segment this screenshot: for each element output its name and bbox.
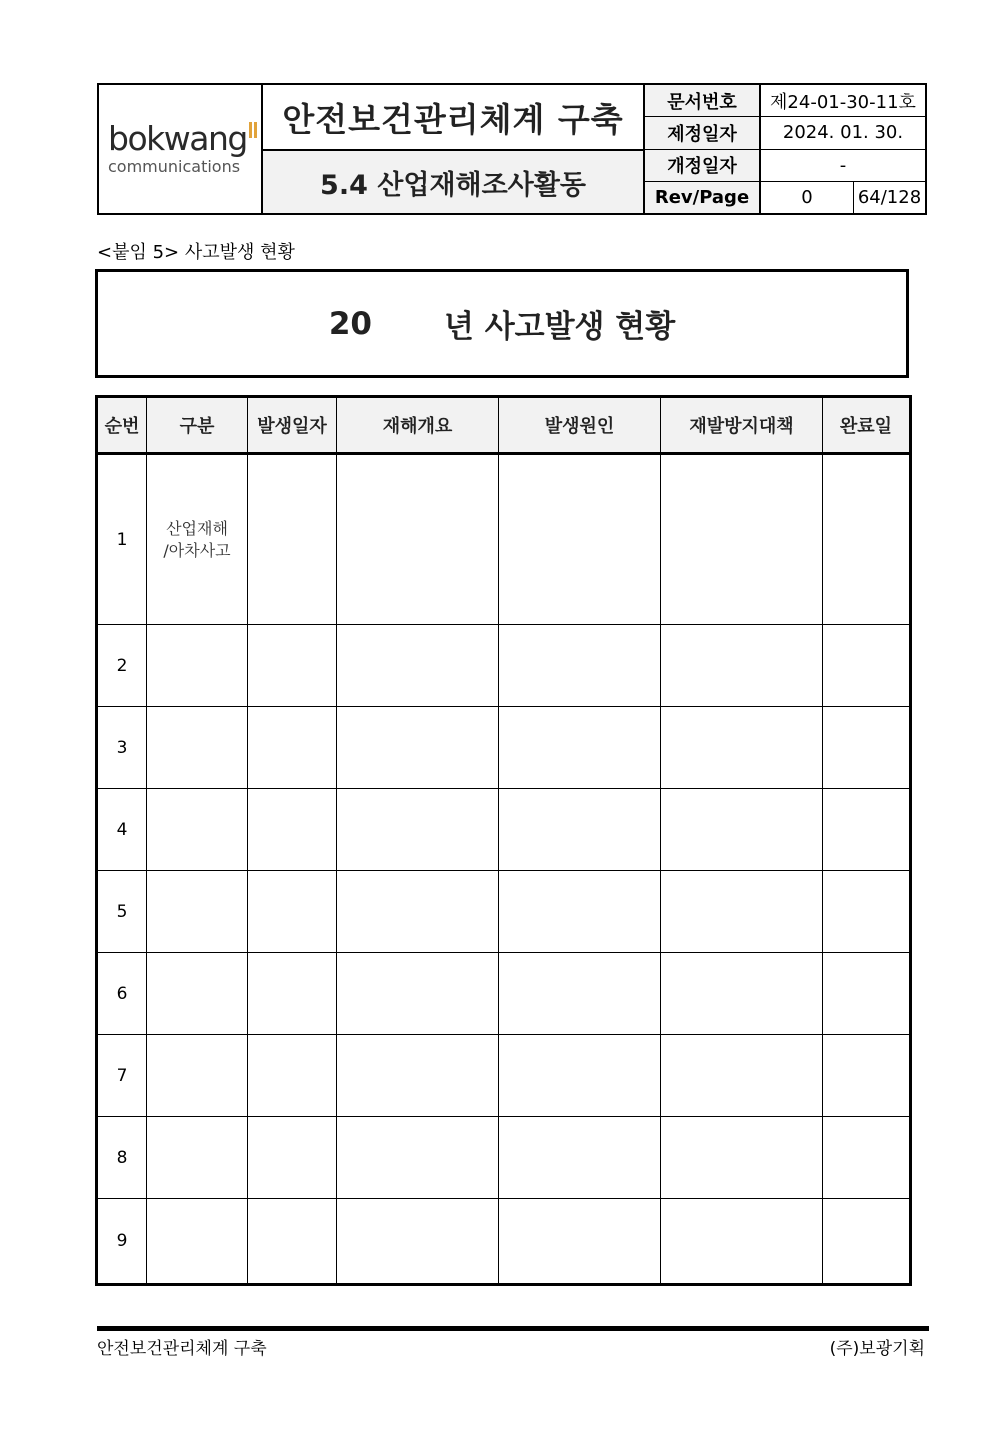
cell-prevention[interactable] — [661, 953, 823, 1035]
row-category[interactable] — [147, 1199, 248, 1285]
footer-left: 안전보건관리체계 구축 — [97, 1339, 267, 1359]
cell-cause[interactable] — [499, 454, 661, 625]
row-number: 3 — [97, 707, 147, 789]
cell-completed[interactable] — [823, 953, 911, 1035]
logo-brand: bokwang — [108, 119, 247, 158]
rev-page-label: Rev/Page — [645, 182, 761, 213]
cell-cause[interactable] — [499, 1117, 661, 1199]
row-number: 9 — [97, 1199, 147, 1285]
col-header-summary: 재해개요 — [337, 397, 499, 454]
col-header-prevention: 재발방지대책 — [661, 397, 823, 454]
row-category[interactable] — [147, 625, 248, 707]
cell-date[interactable] — [248, 1199, 337, 1285]
footer-divider — [97, 1326, 929, 1331]
cell-summary[interactable] — [337, 707, 499, 789]
row-category[interactable] — [147, 1117, 248, 1199]
col-header-cause: 발생원인 — [499, 397, 661, 454]
cell-completed[interactable] — [823, 871, 911, 953]
banner-title — [95, 269, 909, 378]
doc-no-value: 제24-01-30-11호 — [770, 91, 916, 113]
cell-summary[interactable] — [337, 1199, 499, 1285]
table-row — [97, 953, 911, 1035]
document-title: 안전보건관리체계 구축 — [263, 85, 643, 151]
row-category[interactable] — [147, 707, 248, 789]
cell-cause[interactable] — [499, 1199, 661, 1285]
row-category[interactable] — [147, 953, 248, 1035]
cell-prevention[interactable] — [661, 871, 823, 953]
cell-completed[interactable] — [823, 1199, 911, 1285]
table-row — [97, 1117, 911, 1199]
table-row — [97, 789, 911, 871]
cell-summary[interactable] — [337, 1035, 499, 1117]
row-number: 5 — [97, 871, 147, 953]
cell-summary[interactable] — [337, 953, 499, 1035]
row-number: 1 — [97, 454, 147, 625]
cell-summary[interactable] — [337, 1117, 499, 1199]
cell-cause[interactable] — [499, 625, 661, 707]
accident-status-table — [95, 395, 912, 1286]
cell-prevention[interactable] — [661, 707, 823, 789]
cell-completed[interactable] — [823, 707, 911, 789]
cell-date[interactable] — [248, 789, 337, 871]
cell-cause[interactable] — [499, 1035, 661, 1117]
cell-cause[interactable] — [499, 871, 661, 953]
cell-completed[interactable] — [823, 454, 911, 625]
cell-cause[interactable] — [499, 953, 661, 1035]
col-header-no: 순번 — [97, 397, 147, 454]
row-number: 6 — [97, 953, 147, 1035]
cell-completed[interactable] — [823, 1035, 911, 1117]
table-row — [97, 454, 911, 625]
doc-no-label: 문서번호 — [645, 85, 761, 116]
cell-date[interactable] — [248, 625, 337, 707]
cell-summary[interactable] — [337, 454, 499, 625]
cell-date[interactable] — [248, 871, 337, 953]
cell-prevention[interactable] — [661, 625, 823, 707]
cell-prevention[interactable] — [661, 789, 823, 871]
cell-prevention[interactable] — [661, 454, 823, 625]
category-line1: 산업재해 — [166, 518, 228, 538]
banner-title-suffix: 년 사고발생 현황 — [443, 309, 676, 345]
cell-summary[interactable] — [337, 789, 499, 871]
cell-date[interactable] — [248, 454, 337, 625]
revised-value: - — [839, 154, 847, 176]
cell-completed[interactable] — [823, 789, 911, 871]
page-value: 64/128 — [857, 186, 922, 208]
row-category[interactable] — [147, 871, 248, 953]
cell-date[interactable] — [248, 953, 337, 1035]
cell-date[interactable] — [248, 1117, 337, 1199]
row-number: 4 — [97, 789, 147, 871]
cell-completed[interactable] — [823, 625, 911, 707]
row-number: 7 — [97, 1035, 147, 1117]
table-row — [97, 1035, 911, 1117]
cell-prevention[interactable] — [661, 1117, 823, 1199]
table-row — [97, 1199, 911, 1285]
cell-date[interactable] — [248, 1035, 337, 1117]
document-meta — [645, 85, 925, 213]
cell-cause[interactable] — [499, 707, 661, 789]
document-header — [97, 83, 927, 215]
cell-summary[interactable] — [337, 625, 499, 707]
cell-summary[interactable] — [337, 871, 499, 953]
cell-date[interactable] — [248, 707, 337, 789]
row-number: 2 — [97, 625, 147, 707]
cell-completed[interactable] — [823, 1117, 911, 1199]
col-header-completed: 완료일 — [823, 397, 911, 454]
logo — [99, 85, 263, 213]
cell-prevention[interactable] — [661, 1035, 823, 1117]
logo-bars-icon — [249, 110, 259, 126]
section-title: 5.4 산업재해조사활동 — [263, 151, 643, 213]
logo-sub: communications — [108, 157, 241, 176]
table-row — [97, 625, 911, 707]
col-header-date: 발생일자 — [248, 397, 337, 454]
created-label: 제정일자 — [645, 117, 761, 148]
row-category — [147, 454, 248, 625]
table-row — [97, 871, 911, 953]
table-row — [97, 707, 911, 789]
cell-cause[interactable] — [499, 789, 661, 871]
attachment-label: <붙임 5> 사고발생 현황 — [97, 242, 295, 263]
row-number: 8 — [97, 1117, 147, 1199]
row-category[interactable] — [147, 789, 248, 871]
banner-year-prefix: 20 — [328, 305, 372, 342]
footer-right: (주)보광기획 — [829, 1339, 925, 1359]
created-value: 2024. 01. 30. — [782, 122, 904, 144]
row-category[interactable] — [147, 1035, 248, 1117]
cell-prevention[interactable] — [661, 1199, 823, 1285]
col-header-category: 구분 — [147, 397, 248, 454]
revised-label: 개정일자 — [645, 150, 761, 181]
rev-value: 0 — [761, 182, 854, 213]
category-line2: /아차사고 — [163, 540, 231, 560]
